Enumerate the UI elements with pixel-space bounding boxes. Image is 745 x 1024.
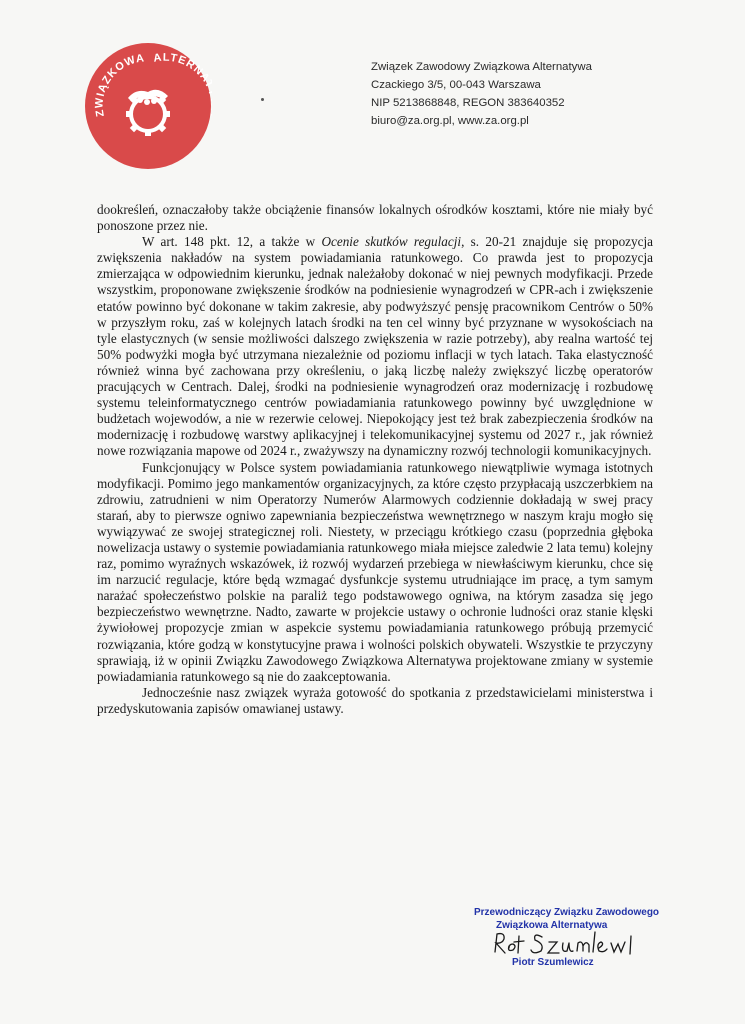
stamp-title-line1: Przewodniczący Związku Zawodowego [474, 907, 660, 918]
scan-dot [261, 98, 264, 101]
paragraph-4: Jednocześnie nasz związek wyraża gotowość do spotkania z przedstawicielami ministerstwa i przedyskutowania zapisów omawianej ustawy. [97, 684, 653, 716]
logo-text-top: ZWIĄZKOWA [93, 52, 146, 118]
letterhead-contact [371, 58, 711, 130]
union-logo [84, 42, 212, 170]
signatory-name: Piotr Szumlewicz [512, 957, 594, 968]
org-contact: biuro@za.org.pl, www.za.org.pl [371, 115, 529, 127]
logo-emblem-icon [84, 42, 212, 170]
handwritten-signature [487, 926, 667, 960]
paragraph-1: dookreśleń, oznaczałoby także obciążenie finansów lokalnych ośrodków kosztami, które nie miały być ponoszone przez nie. [97, 202, 653, 234]
paragraph-2-start: W art. 148 pkt. 12, a także w [142, 234, 322, 250]
org-ids: NIP 5213868848, REGON 383640352 [371, 97, 565, 109]
stamp-title-line2: Związkowa Alternatywa [496, 920, 608, 931]
org-address: Czackiego 3/5, 00-043 Warszawa [371, 79, 541, 91]
paragraph-2-rest: , s. 20-21 znajduje się propozycja zwiększenia nakładów na system powiadamiania ratunkowego. Co prawda jest to propozycja zmierzająca w odpowiednim kierunku, jednak należałoby dokonać w niej pewnych modyfikacji. Przede wszystkim, proponowane zwiększenie środków na podniesienie wynagrodzeń w CPR-ach i zwiększenie etatów powinno być dokonane w takim zakresie, aby podwyższyć pensję pracownikom Centrów o 50% w przyszłym roku, zaś w kolejnych latach środki na ten cel winny być przyznane w wysokościach na tyle elastycznych (w sensie możliwości dalszego zwiększenia w razie potrzeby), aby realna wartość tej 50% podwyżki mogła być utrzymana niezależnie od poziomu inflacji w tych latach. Taka elastyczność również winna być zachowana przy określeniu, o jaką liczbę należy zwiększyć liczbę operatorów pracujących w Centrach. Dalej, środki na podniesienie wynagrodzeń oraz modernizację i rozbudowę systemu teleinformatycznego centrów powiadamiania ratunkowego powinny być uwzględnione w budżetach wojewodów, a nie w rezerwie celowej. Niepokojący jest też brak zabezpieczenia środków na modernizację i rozbudowę warstwy aplikacyjnej i telekomunikacyjnej systemu od 2027 r., jak również nowe rozwiązania mapowe od 2024 r., zważywszy na dynamiczny rozwój technologii komunikacyjnych. [97, 234, 653, 459]
letter-body [97, 202, 653, 717]
logo-text-right: ALTERNA [152, 51, 212, 85]
paragraph-2 [97, 234, 653, 459]
org-name: Związek Zawodowy Związkowa Alternatywa [371, 61, 592, 73]
paragraph-2-italic: Ocenie skutków regulacji [321, 234, 462, 250]
paragraph-3: Funkcjonujący w Polsce system powiadamiania ratunkowego niewątpliwie wymaga istotnych modyfikacji. Pomimo jego mankamentów organizacyjnych, za które często przypłacają uszczerbkiem na zdrowiu, zatrudnieni w nim Operatorzy Numerów Alarmowych codziennie dokładają w swej pracy starań, aby to pierwsze ogniwo zapewniania bezpieczeństwa wewnętrznego w naszym kraju mogło się wywiązywać ze swojej strategicznej roli. Niestety, w przeciągu krótkiego czasu (poprzednia głęboka nowelizacja ustawy o systemie powiadamiania ratunkowego miała miejsce zaledwie 2 lata temu) kolejny raz, pomimo wyraźnych wskazówek, iż rozwój wydarzeń przebiega w niewłaściwym kierunku, chce się im narzucić regulacje, które będą wzmagać dysfunkcje systemu utrudniające im pracę, a tym samym narażać społeczeństwo polskie na paraliż tego podstawowego ogniwa, na którym zasadza się jego bezpieczeństwo wewnętrzne. Nadto, zawarte w projekcie ustawy o ochronie ludności oraz stanie klęski żywiołowej propozycje zmian w aspekcie systemu powiadamiania ratunkowego próbują przemycić rozwiązania, które godzą w konstytucyjne prawa i wolności polskich obywateli. Wszystkie te przyczyny sprawiają, iż w opinii Związku Zawodowego Związkowa Alternatywa projektowane zmiany w systemie powiadamiania ratunkowego są nie do zaakceptowania. [97, 459, 653, 684]
